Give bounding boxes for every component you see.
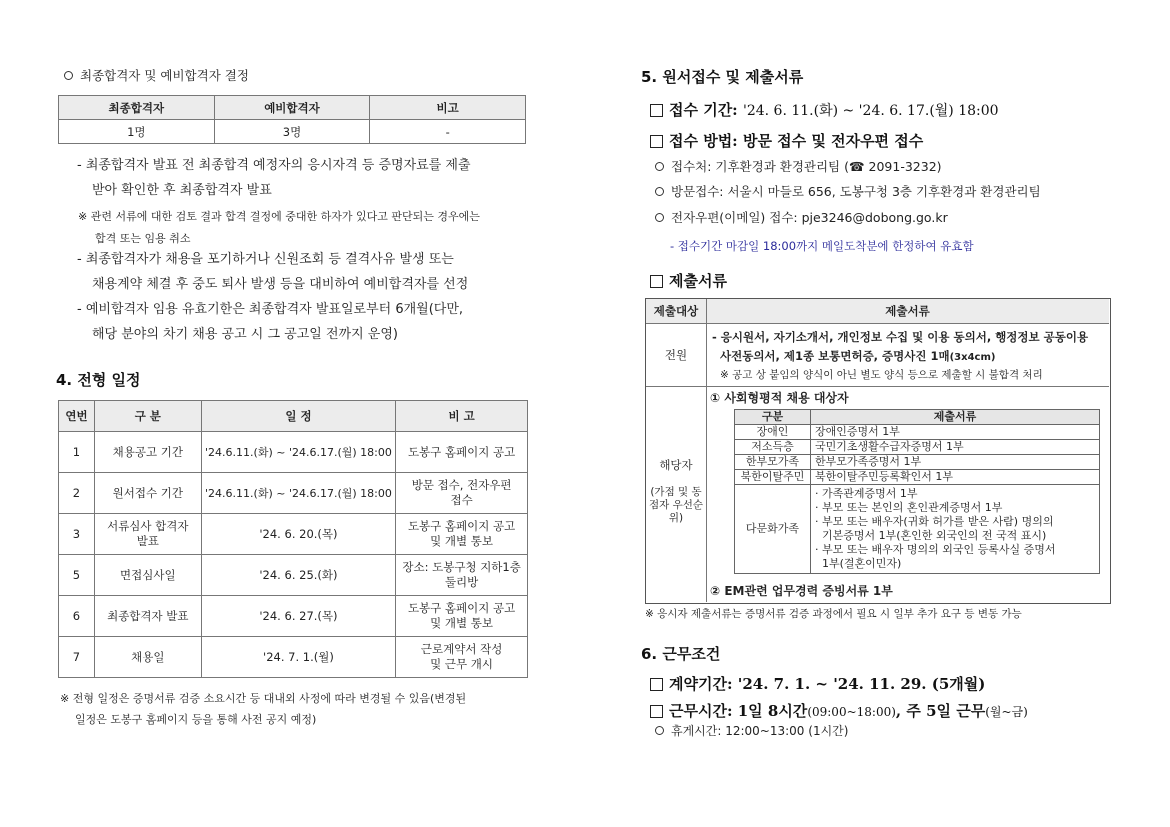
cell-date: '24. 7. 1.(월) <box>201 637 396 678</box>
header-final: 최종합격자 <box>59 96 215 120</box>
table-row <box>735 485 1100 574</box>
hours-value-b-small: (월~금) <box>985 705 1028 719</box>
cell-type: 장애인 <box>735 425 811 440</box>
contact-visit: 방문접수: 서울시 마들로 656, 도봉구청 3층 기후환경과 환경관리팀 <box>671 184 1041 199</box>
contact-office: 접수처: 기후환경과 환경관리팀 (☎ 2091-3232) <box>671 159 942 174</box>
cell-category: 서류심사 합격자 발표 <box>94 514 201 555</box>
header-docs: 제출서류 <box>885 304 930 318</box>
doc-item: 기본증명서 1부(혼인한 외국인의 전 국적 표시) <box>815 529 1047 542</box>
table-row <box>735 470 1100 485</box>
cell-remark: 도봉구 홈페이지 공고 및 개별 통보 <box>396 596 528 637</box>
contract-value: '24. 7. 1. ~ '24. 11. 29. (5개월) <box>737 675 986 693</box>
cell-reserve-count: 3명 <box>214 120 370 144</box>
cell-date: '24. 6. 25.(화) <box>201 555 396 596</box>
cell-category: 최종합격자 발표 <box>94 596 201 637</box>
header-remark: 비 고 <box>396 401 528 432</box>
table-row <box>735 440 1100 455</box>
cell-remark: - <box>370 120 526 144</box>
cell-no: 6 <box>59 596 95 637</box>
table-row <box>59 555 528 596</box>
schedule-note-line2: 일정은 도봉구 홈페이지 등을 통해 사전 공지 예정) <box>75 713 317 726</box>
square-bullet-icon <box>650 705 663 718</box>
period-value: '24. 6. 11.(화) ~ '24. 6. 17.(월) 18:00 <box>742 103 999 119</box>
square-bullet-icon <box>650 678 663 691</box>
method-label: 접수 방법: <box>669 132 738 150</box>
cell-category: 채용공고 기간 <box>94 432 201 473</box>
contract-label: 계약기간: <box>669 675 733 693</box>
note-4-line1: - 예비합격자 임용 유효기한은 최종합격자 발표일로부터 6개월(다만, <box>77 302 464 317</box>
circle-bullet-icon <box>655 213 664 222</box>
cell-applicable-sub: (가점 및 동점자 우선순위) <box>648 486 704 524</box>
section6-title: 6. 근무조건 <box>641 645 721 663</box>
row-divider <box>646 386 1109 387</box>
cell-no: 3 <box>59 514 95 555</box>
docs-title-line <box>650 270 727 291</box>
sub-header-type: 구분 <box>735 410 811 425</box>
circle-bullet-icon <box>655 726 664 735</box>
square-bullet-icon <box>650 135 663 148</box>
cell-category: 원서접수 기간 <box>94 473 201 514</box>
contact-item <box>655 158 942 176</box>
all-docs-line2-text: 사전동의서, 제1종 보통면허증, 증명사진 1매 <box>720 349 950 363</box>
cell-doc: 북한이탈주민등록확인서 1부 <box>811 470 1100 485</box>
schedule-table <box>58 400 528 678</box>
method-line <box>650 130 923 151</box>
cell-date: '24.6.11.(화) ~ '24.6.17.(월) 18:00 <box>201 473 396 514</box>
doc-item: · 부모 또는 배우자(귀화 허가를 받은 사람) 명의의 <box>815 515 1054 528</box>
cell-date: '24.6.11.(화) ~ '24.6.17.(월) 18:00 <box>201 432 396 473</box>
cell-remark: 도봉구 홈페이지 공고 <box>396 432 528 473</box>
square-bullet-icon <box>650 104 663 117</box>
doc-item: · 가족관계증명서 1부 <box>815 487 918 500</box>
all-docs-line1: - 응시원서, 자기소개서, 개인정보 수집 및 이용 동의서, 행정정보 공동이용 <box>712 330 1089 344</box>
decision-table <box>58 95 526 144</box>
break-time-text: 휴게시간: 12:00~13:00 (1시간) <box>671 724 849 738</box>
docs-table <box>645 298 1111 604</box>
cell-type: 한부모가족 <box>735 455 811 470</box>
cell-remark: 방문 접수, 전자우편 접수 <box>396 473 528 514</box>
period-line <box>650 99 999 120</box>
hours-value-a: 1일 8시간 <box>737 702 808 720</box>
header-date: 일 정 <box>201 401 396 432</box>
hours-label: 근무시간: <box>669 702 733 720</box>
cell-final-count: 1명 <box>59 120 215 144</box>
cell-all-label: 전원 <box>664 348 688 362</box>
table-row <box>59 432 528 473</box>
circle-bullet-icon <box>655 162 664 171</box>
heading-text: 최종합격자 및 예비합격자 결정 <box>80 68 249 83</box>
header-target: 제출대상 <box>653 304 699 318</box>
cell-remark: 도봉구 홈페이지 공고 및 개별 통보 <box>396 514 528 555</box>
header-category: 구 분 <box>94 401 201 432</box>
method-value: 방문 접수 및 전자우편 접수 <box>742 132 924 150</box>
note-3-line1: - 최종합격자가 채용을 포기하거나 신원조회 등 결격사유 발생 또는 <box>77 252 454 267</box>
cell-type: 다문화가족 <box>735 485 811 574</box>
cell-no: 1 <box>59 432 95 473</box>
em-experience-title: ② EM관련 업무경력 증빙서류 1부 <box>710 584 893 598</box>
cell-remark: 장소: 도봉구청 지하1층 둘리방 <box>396 555 528 596</box>
note-1-line1: - 최종합격자 발표 전 최종합격 예정자의 응시자격 등 증명자료를 제출 <box>77 158 471 173</box>
column-divider <box>706 299 707 602</box>
header-reserve: 예비합격자 <box>214 96 370 120</box>
contract-line <box>650 673 985 694</box>
period-label: 접수 기간: <box>669 101 738 119</box>
cell-category: 채용일 <box>94 637 201 678</box>
cell-type: 북한이탈주민 <box>735 470 811 485</box>
contact-item <box>655 209 948 227</box>
cell-doc: 장애인증명서 1부 <box>811 425 1100 440</box>
doc-item: · 부모 또는 본인의 혼인관계증명서 1부 <box>815 501 1003 514</box>
note-2-line2: 합격 또는 임용 취소 <box>95 232 191 245</box>
hours-value-b: , 주 5일 근무 <box>895 702 986 720</box>
hours-value-a-small: (09:00~18:00) <box>807 705 896 719</box>
cell-doc: 국민기초생활수급자증명서 1부 <box>811 440 1100 455</box>
cell-category: 면접심사일 <box>94 555 201 596</box>
break-time-line <box>655 722 848 740</box>
circle-bullet-icon <box>64 71 73 80</box>
hours-line <box>650 700 1028 721</box>
note-4-line2: 해당 분야의 차기 채용 공고 시 그 공고일 전까지 운영) <box>92 327 398 342</box>
final-decision-heading <box>64 67 249 85</box>
table-row <box>59 473 528 514</box>
cell-type: 저소득층 <box>735 440 811 455</box>
cell-applicable-label: 해당자 <box>659 458 693 472</box>
all-docs-note: ※ 공고 상 붙임의 양식이 아닌 별도 양식 등으로 제출할 시 불합격 처리 <box>720 369 1043 381</box>
docs-note: ※ 응시자 제출서류는 증명서류 검증 과정에서 필요 시 일부 추가 요구 등 변동 가능 <box>645 608 1022 620</box>
cell-no: 2 <box>59 473 95 514</box>
table-row <box>59 514 528 555</box>
cell-date: '24. 6. 27.(목) <box>201 596 396 637</box>
sub-header-docs: 제출서류 <box>811 410 1100 425</box>
cell-date: '24. 6. 20.(목) <box>201 514 396 555</box>
social-equity-title: ① 사회형평적 채용 대상자 <box>710 391 849 405</box>
table-row <box>735 455 1100 470</box>
note-3-line2: 채용계약 체결 후 중도 퇴사 발생 등을 대비하여 예비합격자를 선정 <box>92 277 469 292</box>
circle-bullet-icon <box>655 187 664 196</box>
all-docs-line2 <box>720 347 995 367</box>
square-bullet-icon <box>650 275 663 288</box>
cell-doc-list <box>811 485 1100 574</box>
doc-item: 1부(결혼이민자) <box>815 557 902 570</box>
social-equity-table <box>734 409 1100 574</box>
docs-title: 제출서류 <box>669 272 727 290</box>
header-no: 연번 <box>59 401 95 432</box>
cell-remark: 근로계약서 작성 및 근무 개시 <box>396 637 528 678</box>
schedule-note-line1: ※ 전형 일정은 증명서류 검증 소요시간 등 대내외 사정에 따라 변경될 수 있음(변경된 <box>60 692 467 705</box>
table-row <box>59 637 528 678</box>
cell-doc: 한부모가족증명서 1부 <box>811 455 1100 470</box>
table-row <box>59 596 528 637</box>
section5-title: 5. 원서접수 및 제출서류 <box>641 68 804 86</box>
doc-item: · 부모 또는 배우자 명의의 외국인 등록사실 증명서 <box>815 543 1056 556</box>
contact-item <box>655 183 1041 201</box>
header-remark: 비고 <box>370 96 526 120</box>
table-row <box>735 425 1100 440</box>
photo-size: (3x4cm) <box>949 352 996 363</box>
email-deadline-note: - 접수기간 마감일 18:00까지 메일도착분에 한정하여 유효함 <box>670 239 974 253</box>
contact-email-link[interactable]: 전자우편(이메일) 접수: pje3246@dobong.go.kr <box>671 210 948 225</box>
note-2-line1: ※ 관련 서류에 대한 검토 결과 합격 결정에 중대한 하자가 있다고 판단되는 경우에는 <box>78 210 480 223</box>
schedule-title: 4. 전형 일정 <box>56 371 141 389</box>
cell-no: 5 <box>59 555 95 596</box>
note-1-line2: 받아 확인한 후 최종합격자 발표 <box>92 183 272 198</box>
cell-no: 7 <box>59 637 95 678</box>
